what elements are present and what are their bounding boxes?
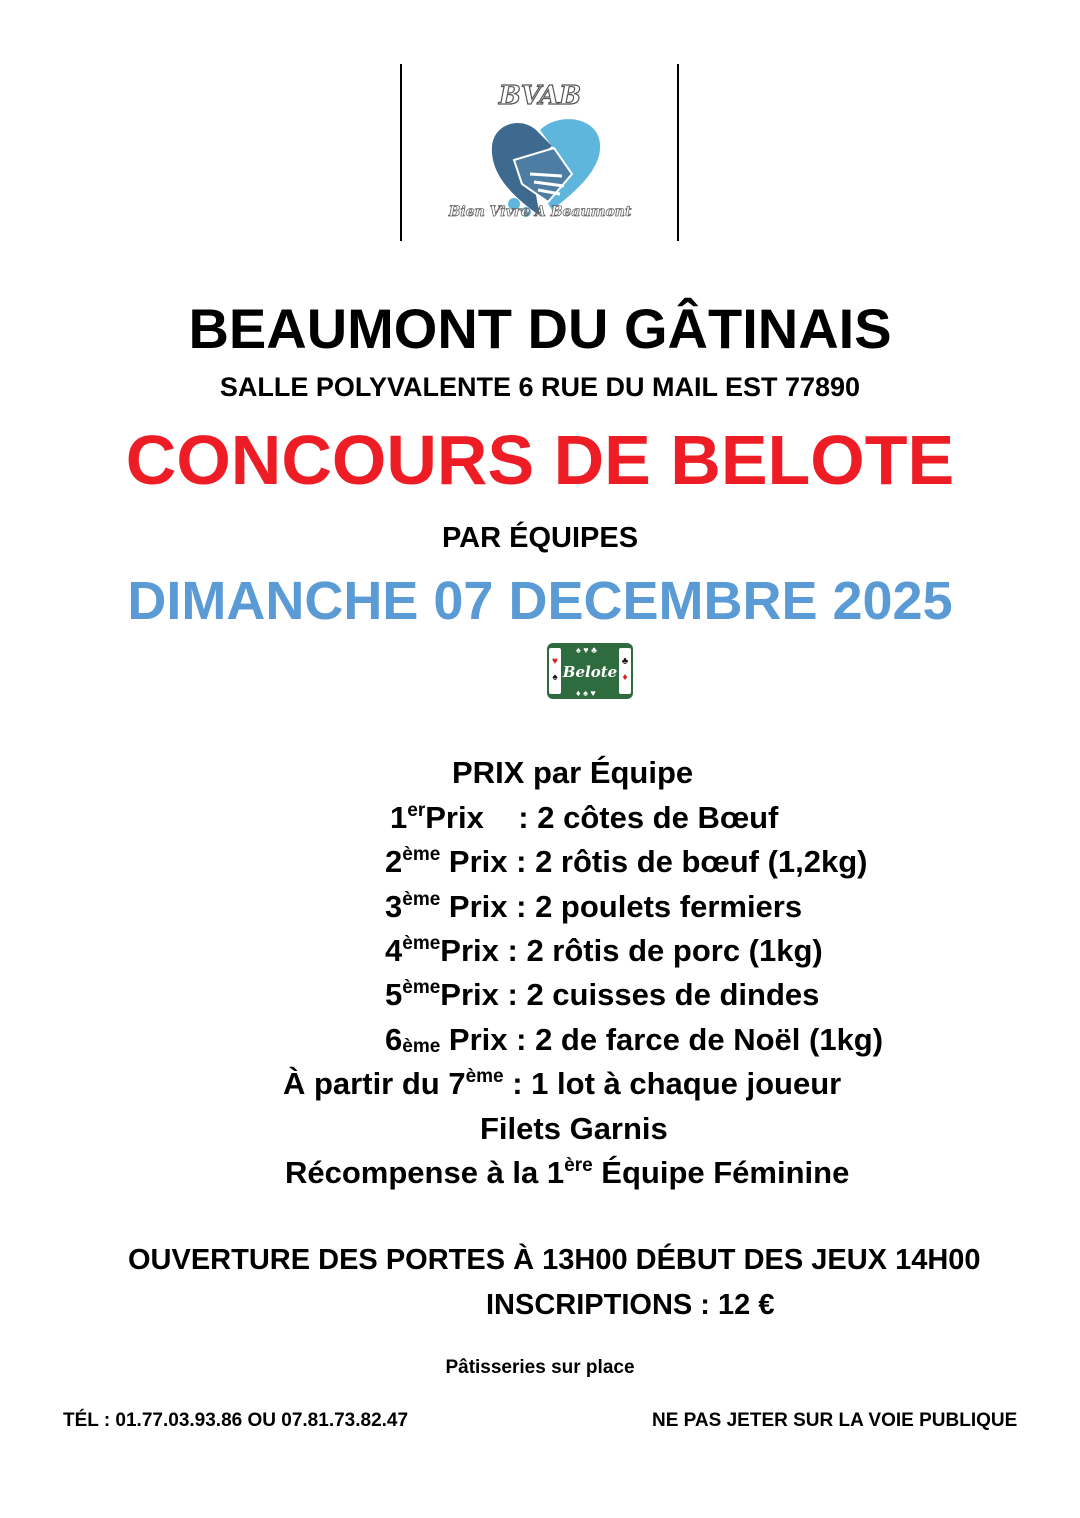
badge-label: Belote	[562, 663, 618, 681]
litter-notice: NE PAS JETER SUR LA VOIE PUBLIQUE	[652, 1410, 1018, 1431]
logo-tagline: Bien Vivre A Beaumont	[448, 204, 632, 220]
playing-cards-icon	[546, 642, 634, 700]
event-title: CONCOURS DE BELOTE	[125, 421, 955, 499]
association-logo	[400, 64, 679, 241]
contact-phone: TÉL : 01.77.03.93.86 OU 07.81.73.82.47	[63, 1410, 409, 1431]
heart-handshake-icon	[402, 64, 677, 241]
prize-row-6: $6_{ème}$ Prix : 2 de farce de Noël (1kg)	[385, 1022, 884, 1057]
svg-text:♦: ♦	[622, 672, 628, 683]
svg-text:♣: ♣	[621, 656, 629, 667]
belote-badge	[546, 642, 634, 700]
venue-address: SALLE POLYVALENTE 6 RUE DU MAIL EST 77890	[219, 372, 861, 402]
event-date: DIMANCHE 07 DECEMBRE 2025	[127, 571, 953, 631]
prize-row-5: 5èmePrix : 2 cuisses de dindes	[385, 977, 820, 1012]
town-heading: BEAUMONT DU GÂTINAIS	[188, 297, 892, 360]
prize-row-1: 1erPrix : 2 côtes de Bœuf	[390, 800, 779, 835]
prize-row-from-seventh: À partir du 7ème : 1 lot à chaque joueur	[283, 1066, 842, 1101]
svg-text:♥: ♥	[552, 656, 558, 667]
svg-text:♦ ♠ ♥: ♦ ♠ ♥	[576, 688, 596, 698]
registration-fee: INSCRIPTIONS : 12 €	[486, 1289, 775, 1321]
pastries-note: Pâtisseries sur place	[445, 1357, 635, 1378]
prize-row-4: 4èmePrix : 2 rôtis de porc (1kg)	[385, 933, 823, 968]
prize-garnished-nets: Filets Garnis	[480, 1111, 668, 1146]
logo-monogram: BVAB	[498, 81, 582, 111]
event-subtitle: PAR ÉQUIPES	[441, 522, 639, 554]
prize-row-3: 3ème Prix : 2 poulets fermiers	[385, 889, 803, 924]
opening-hours: OUVERTURE DES PORTES À 13H00 DÉBUT DES JEUX 14H00	[128, 1244, 981, 1276]
prize-women-team: Récompense à la 1ère Équipe Féminine	[285, 1155, 850, 1190]
prize-row-2: 2ème Prix : 2 rôtis de bœuf (1,2kg)	[385, 844, 868, 879]
svg-text:♠: ♠	[552, 672, 558, 683]
prizes-heading: PRIX par Équipe	[452, 755, 694, 790]
svg-text:♠ ♥ ♣: ♠ ♥ ♣	[576, 645, 598, 655]
